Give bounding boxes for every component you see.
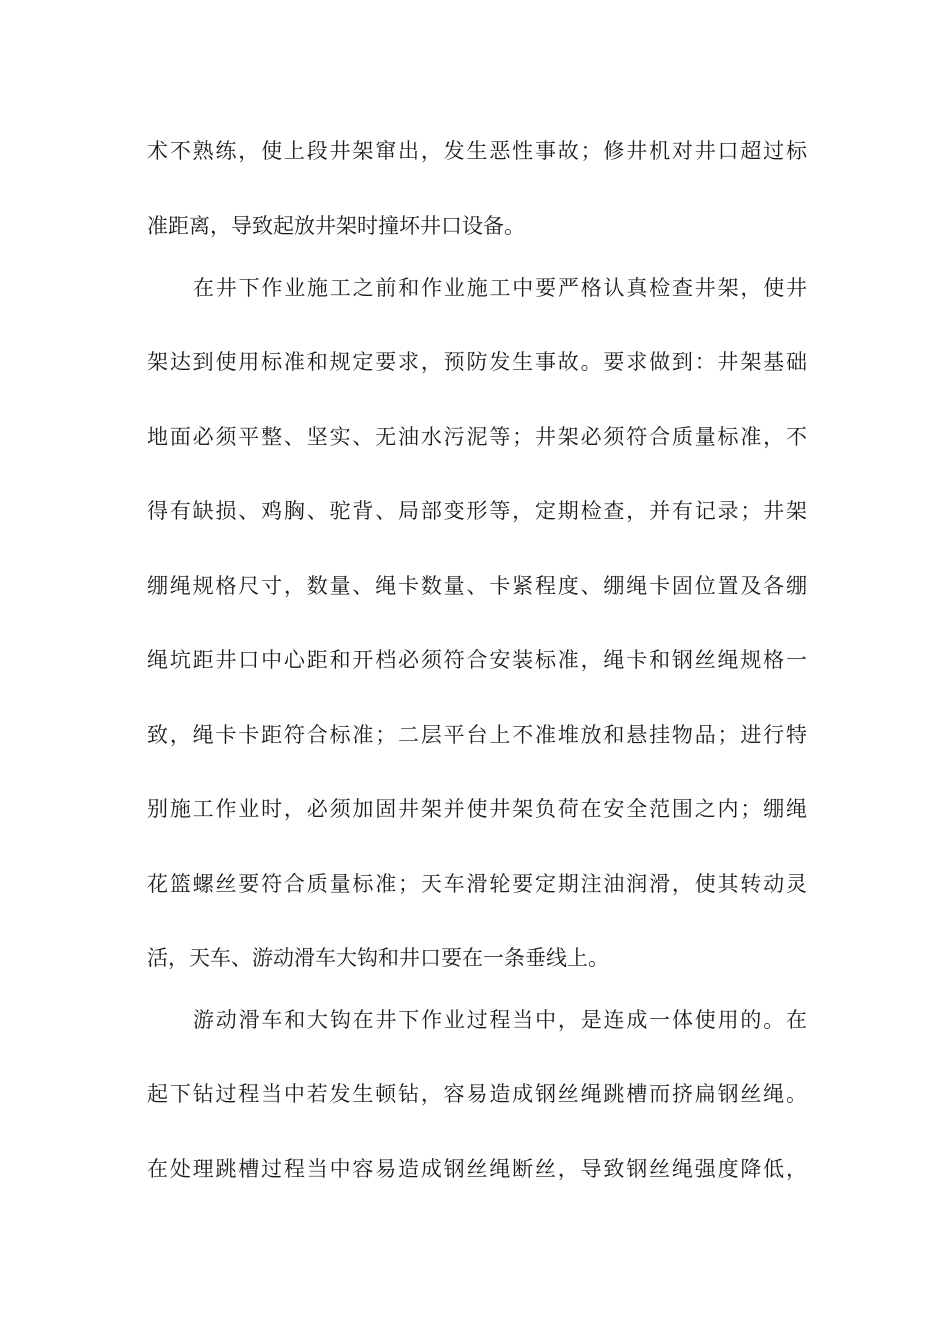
text-line-13: 游动滑车和大钩在井下作业过程当中，是连成一体使用的。在	[193, 1008, 807, 1032]
text-line-11: 花篮螺丝要符合质量标准；天车滑轮要定期注油润滑，使其转动灵	[147, 872, 807, 896]
text-line-1: 术不熟练，使上段井架窜出，发生恶性事故；修井机对井口超过标	[147, 139, 807, 163]
text-line-15: 在处理跳槽过程当中容易造成钢丝绳断丝，导致钢丝绳强度降低，	[147, 1157, 807, 1181]
text-line-7: 绷绳规格尺寸，数量、绳卡数量、卡紧程度、绷绳卡固位置及各绷	[147, 574, 807, 598]
text-line-12: 活，天车、游动滑车大钩和井口要在一条垂线上。	[147, 946, 609, 970]
text-line-14: 起下钻过程当中若发生顿钻，容易造成钢丝绳跳槽而挤扁钢丝绳。	[147, 1082, 807, 1106]
text-line-10: 别施工作业时，必须加固井架并使井架负荷在安全范围之内；绷绳	[147, 797, 807, 821]
text-line-3: 在井下作业施工之前和作业施工中要严格认真检查井架，使井	[193, 276, 807, 300]
text-line-6: 得有缺损、鸡胸、驼背、局部变形等，定期检查，并有记录；井架	[147, 499, 807, 523]
text-line-9: 致，绳卡卡距符合标准；二层平台上不准堆放和悬挂物品；进行特	[147, 723, 807, 747]
text-line-8: 绳坑距井口中心距和开档必须符合安装标准，绳卡和钢丝绳规格一	[147, 648, 807, 672]
text-line-5: 地面必须平整、坚实、无油水污泥等；井架必须符合质量标准，不	[147, 425, 807, 449]
text-line-2: 准距离，导致起放井架时撞坏井口设备。	[147, 214, 525, 238]
text-line-4: 架达到使用标准和规定要求，预防发生事故。要求做到：井架基础	[147, 350, 807, 374]
